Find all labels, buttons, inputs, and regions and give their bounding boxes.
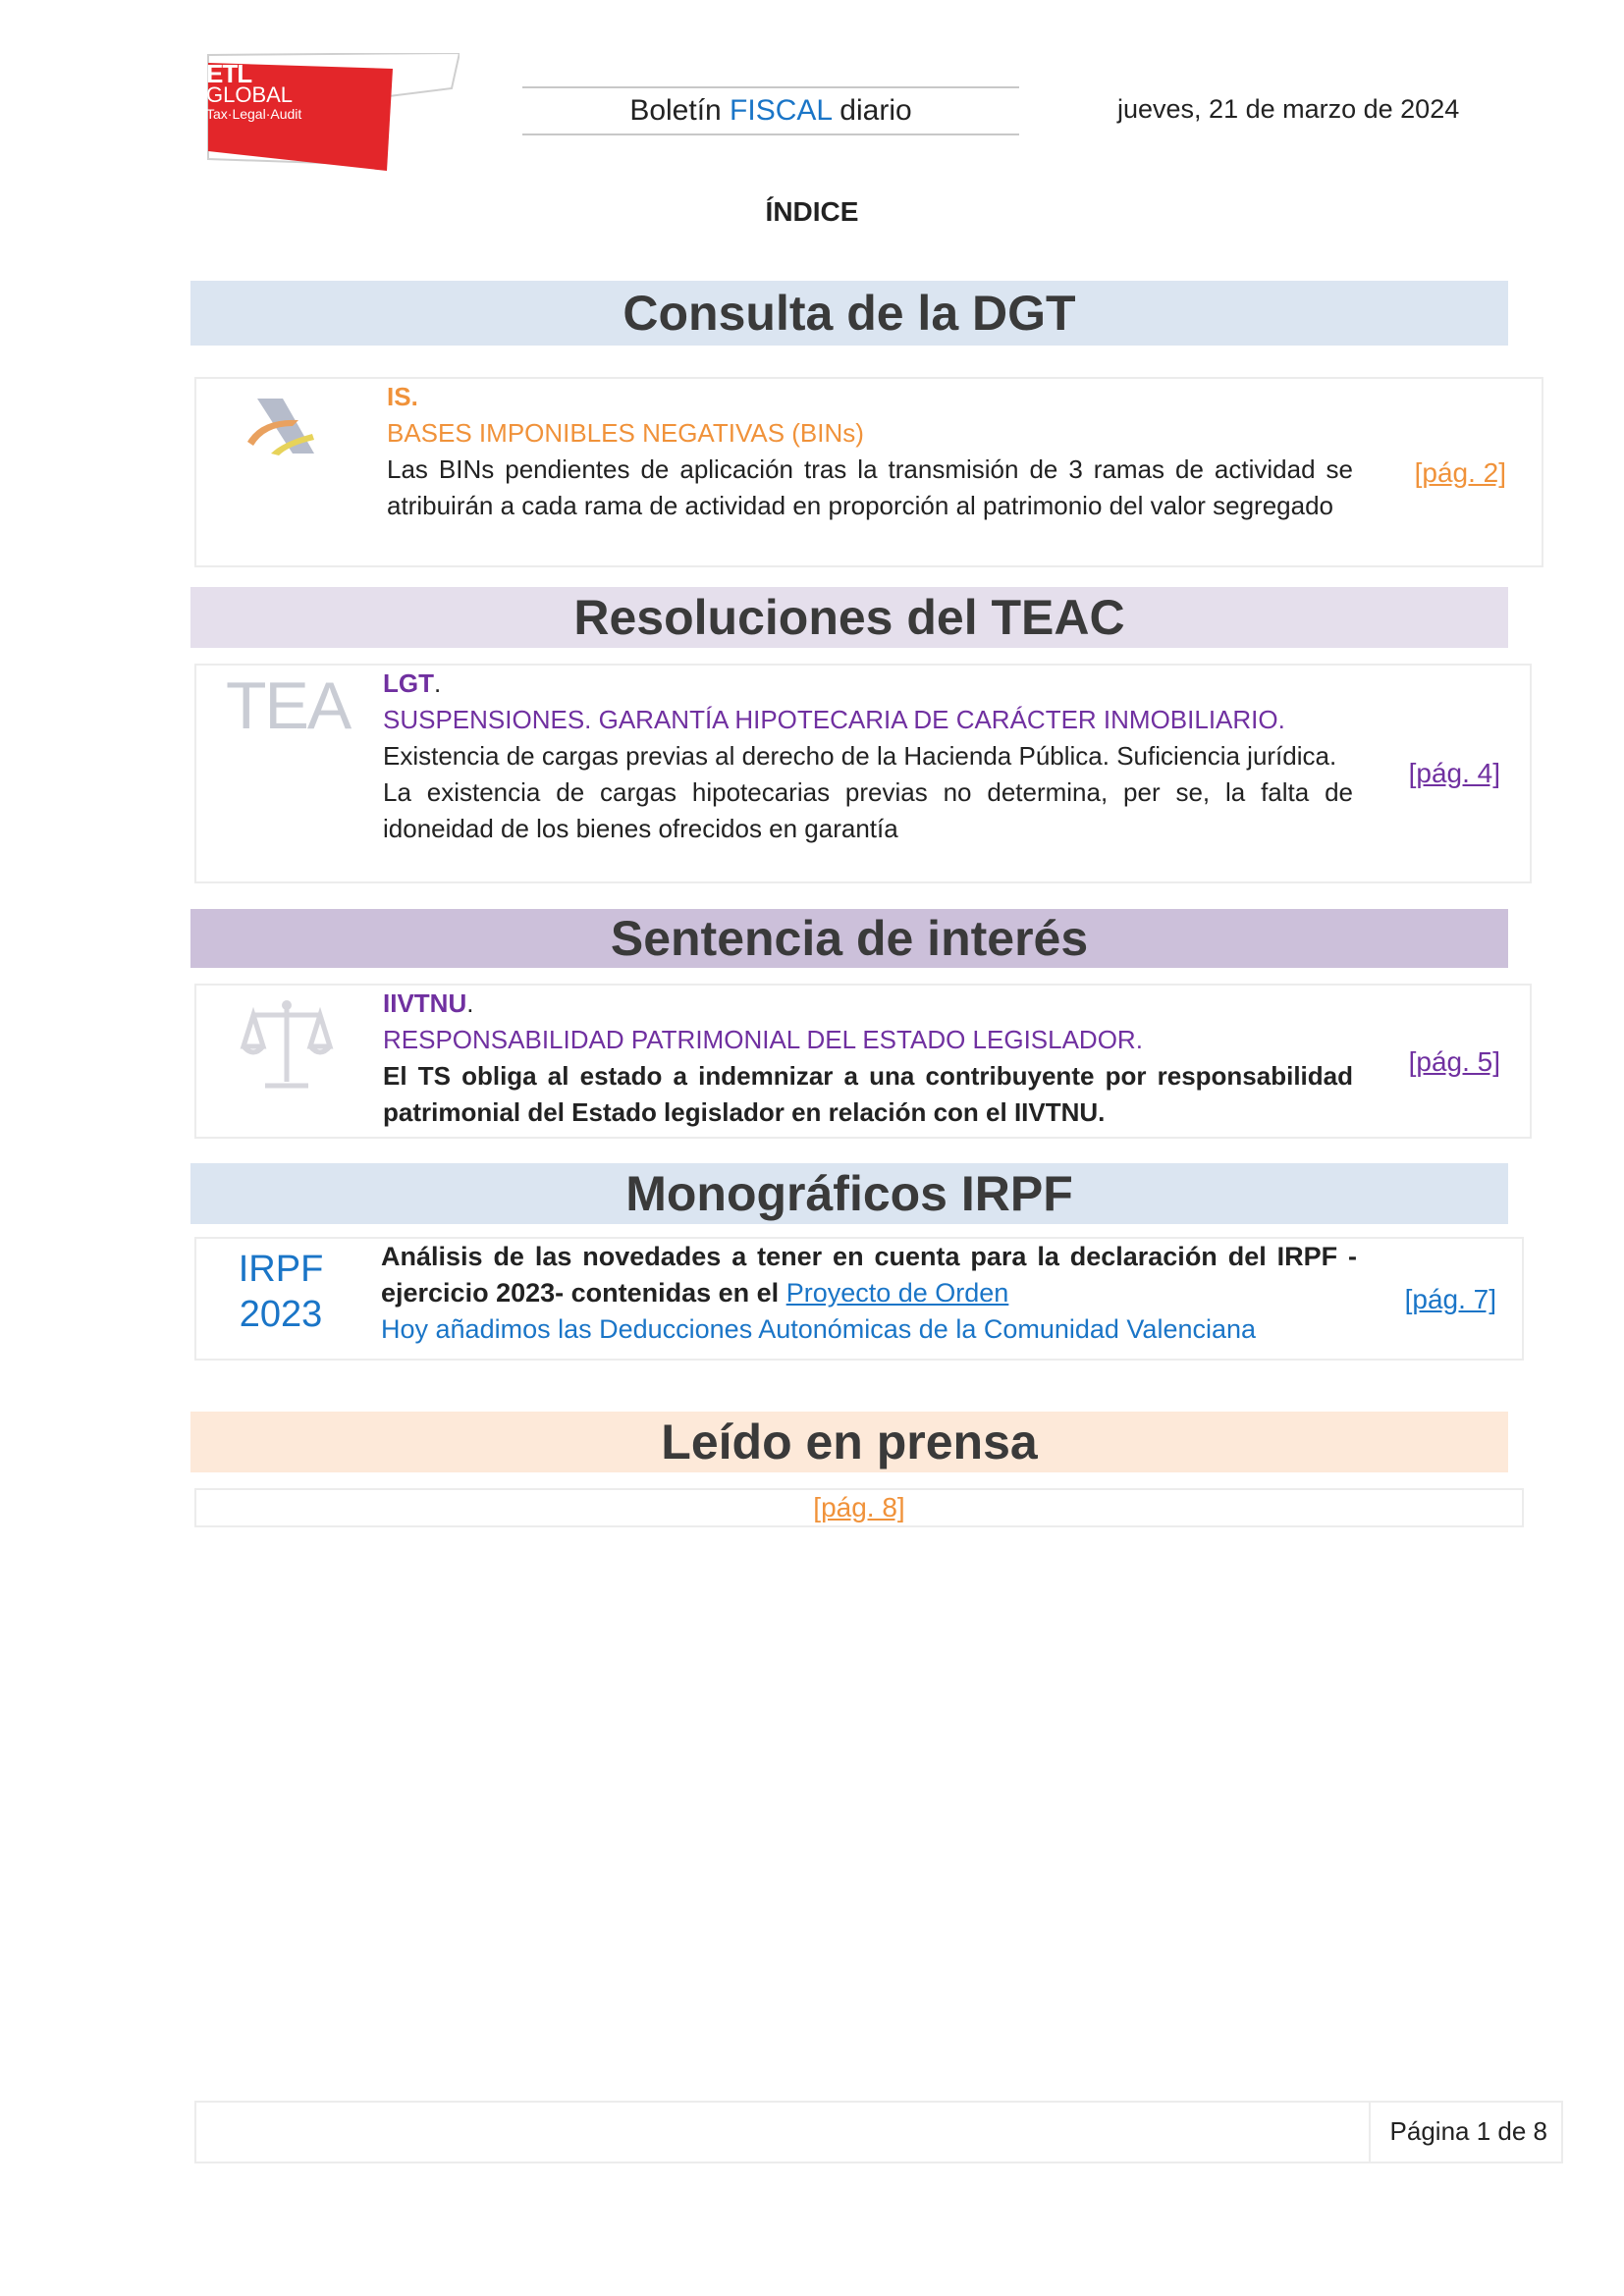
irpf-badge-line-1: IRPF: [238, 1249, 324, 1290]
irpf-badge-line-2: 2023: [239, 1294, 323, 1335]
bulletin-title: [522, 86, 1019, 135]
entry-sentencia-text: El TS obliga al estado a indemnizar a una contribuyente por responsabilidad patrimonial del Estado legislador en relación con el IIVTNU.: [383, 1061, 1353, 1127]
entry-teac-tag: LGT: [383, 668, 434, 698]
entry-monograficos: [194, 1237, 1524, 1361]
proyecto-de-orden-link[interactable]: Proyecto de Orden: [785, 1278, 1009, 1308]
entry-sentencia-body: [383, 986, 1353, 1131]
entry-dgt-tag: IS.: [387, 382, 418, 411]
logo-line-3: Tax·Legal·Audit: [206, 106, 302, 122]
bulletin-date: jueves, 21 de marzo de 2024: [1117, 94, 1460, 124]
entry-monograficos-text: Análisis de las novedades a tener en cuenta para la declaración del IRPF - ejercicio 2023- contenidas en el: [381, 1242, 1357, 1308]
entry-teac-title: SUSPENSIONES. GARANTÍA HIPOTECARIA DE CARÁCTER INMOBILIARIO.: [383, 705, 1285, 734]
entry-monograficos-text-wrap: [381, 1239, 1357, 1311]
scales-of-justice-icon: [240, 997, 334, 1095]
entry-sentencia-tag-suffix: .: [466, 988, 474, 1018]
footer-page-number: Página 1 de 8: [1389, 2116, 1547, 2146]
irpf-badge: [196, 1239, 365, 1337]
entry-dgt-body: [387, 379, 1353, 524]
entry-dgt: [194, 377, 1543, 567]
logo-line-2: GLOBAL: [206, 82, 294, 107]
entry-dgt-text: Las BINs pendientes de aplicación tras la transmisión de 3 ramas de actividad se atribuirán a cada rama de actividad en proporción al patrimonio del valor segregado: [387, 454, 1353, 520]
bulletin-suffix: diario: [831, 94, 912, 127]
section-dgt: Consulta de la DGT: [190, 281, 1508, 346]
entry-teac-body: [383, 666, 1353, 847]
section-prensa: Leído en prensa: [190, 1412, 1508, 1472]
section-monograficos: Monográficos IRPF: [190, 1163, 1508, 1224]
logo-line-1: ETL: [206, 59, 252, 88]
entry-dgt-title: BASES IMPONIBLES NEGATIVAS (BINs): [387, 418, 864, 448]
entry-teac-text-2: La existencia de cargas hipotecarias previas no determina, per se, la falta de idoneidad de los bienes ofrecidos en garantía: [383, 777, 1353, 843]
entry-teac-text-1: Existencia de cargas previas al derecho de la Hacienda Pública. Suficiencia jurídica.: [383, 741, 1337, 771]
entry-sentencia: [194, 984, 1532, 1139]
entry-sentencia-title: RESPONSABILIDAD PATRIMONIAL DEL ESTADO LEGISLADOR.: [383, 1025, 1143, 1054]
tax-agency-icon: [244, 397, 322, 457]
entry-sentencia-tag: IIVTNU: [383, 988, 467, 1018]
tea-logo-icon: TEA: [226, 668, 351, 743]
entry-monograficos-page-link[interactable]: [pág. 7]: [1404, 1284, 1496, 1314]
entry-teac: [194, 664, 1532, 883]
bulletin-prefix: Boletín: [629, 94, 731, 127]
page-footer: [194, 2101, 1563, 2163]
entry-teac-tag-suffix: .: [434, 668, 442, 698]
entry-dgt-page-link[interactable]: [pág. 2]: [1414, 457, 1506, 488]
footer-separator: [1369, 2103, 1371, 2162]
entry-teac-page-link[interactable]: [pág. 4]: [1408, 758, 1500, 788]
entry-prensa: [194, 1488, 1524, 1527]
entry-prensa-page-link[interactable]: [pág. 8]: [813, 1492, 905, 1522]
entry-sentencia-page-link[interactable]: [pág. 5]: [1408, 1046, 1500, 1077]
section-sentencia: Sentencia de interés: [190, 909, 1508, 968]
entry-monograficos-note: Hoy añadimos las Deducciones Autonómicas de la Comunidad Valenciana: [381, 1314, 1257, 1344]
etl-global-logo: [196, 51, 460, 171]
index-title: ÍNDICE: [765, 196, 859, 227]
bulletin-highlight: FISCAL: [730, 94, 832, 127]
entry-monograficos-body: [381, 1239, 1357, 1348]
section-teac: Resoluciones del TEAC: [190, 587, 1508, 648]
